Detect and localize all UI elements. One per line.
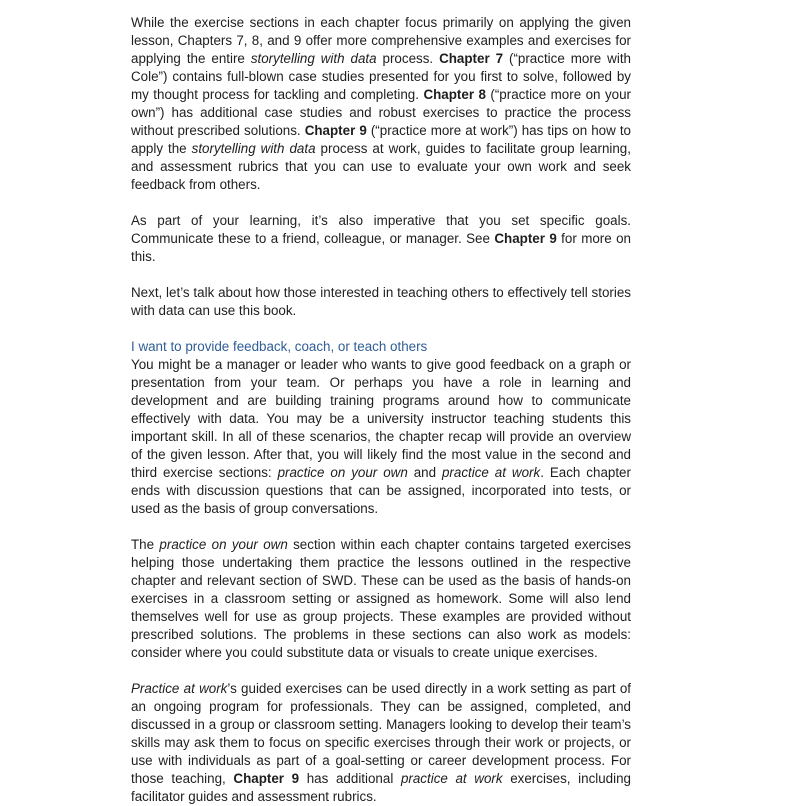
text-run: While the exercise sections in each chapter focus primarily on applying the given lesson, Chapters 7, 8, and 9 offer more comprehensive examples and exercises for applying the entire <box>131 15 631 66</box>
text-run: Next, let’s talk about how those interested in teaching others to effectively tell stories with data can use this book. <box>131 285 631 318</box>
italic-term: storytelling with data <box>250 51 377 66</box>
bold-reference: Chapter 8 <box>423 87 486 102</box>
paragraph-teaching-intro <box>131 284 631 320</box>
italic-term: practice on your own <box>277 465 408 480</box>
text-run: (“practice more on your own”) has additional case studies and robust exercises to practice the process without prescribed solutions. <box>131 87 632 138</box>
text-run: process. <box>376 51 440 66</box>
italic-term: storytelling with data <box>191 141 316 156</box>
paragraph-feedback-roles <box>131 356 631 518</box>
text-run: exercises, including facilitator guides and assessment rubrics. <box>131 771 631 804</box>
text-run: and <box>407 465 442 480</box>
italic-term: practice at work <box>441 465 541 480</box>
italic-term: practice on your own <box>159 537 288 552</box>
text-run: has additional <box>299 771 401 786</box>
bold-reference: Chapter 9 <box>494 231 557 246</box>
bold-reference: Chapter 9 <box>304 123 367 138</box>
italic-term: practice at work <box>400 771 503 786</box>
text-run: . Each chapter ends with discussion questions that can be assigned, incorporated into tests, or used as the basis of group conversations. <box>131 465 631 516</box>
text-run: You might be a manager or leader who wants to give good feedback on a graph or presentation from your team. Or perhaps you have a role in learning and development and are building training programs around how to communicate effectively with data. You may be a university instructor teaching students this important skill. In all of these scenarios, the chapter recap will provide an overview of the given lesson. After that, you will likely find the most value in the second and third exercise sections: <box>131 357 631 480</box>
paragraph-practice-on-your-own <box>131 536 631 662</box>
text-column <box>131 14 631 806</box>
text-run: ’s guided exercises can be used directly in a work setting as part of an ongoing program for professionals. They can be assigned, completed, and discussed in a group or classroom setting. Managers looking to develop their team’s skills may ask them to focus on specific exercises through their work or projects, or use with individuals as part of a goal-setting or career development process. For those teaching, <box>131 681 631 786</box>
section-heading: I want to provide feedback, coach, or teach others <box>131 339 428 354</box>
text-run: process at work, guides to facilitate group learning, and assessment rubrics that you can use to evaluate your own work and seek feedback from others. <box>131 141 631 192</box>
text-run: section within each chapter contains targeted exercises helping those undertaking them practice the lessons outlined in the respective chapter and relevant section of SWD. These can be used as the basis of hands-on exercises in a classroom setting or assigned as homework. Some will also lend themselves well for use as group projects. These examples are provided without prescribed solutions. The problems in these sections can also work as models: consider where you could substitute data or visuals to create unique exercises. <box>131 537 631 660</box>
italic-term: Practice at work <box>131 681 228 696</box>
text-run: for more on this. <box>131 231 631 264</box>
text-run: (“practice more at work”) has tips on how to apply the <box>131 123 632 156</box>
bold-reference: Chapter 9 <box>233 771 300 786</box>
paragraph-exercise-chapters <box>131 14 631 194</box>
paragraph-practice-at-work <box>131 680 631 806</box>
paragraph-set-goals <box>131 212 631 266</box>
text-run: The <box>131 537 160 552</box>
text-run: (“practice more with Cole”) contains full-blown case studies presented for you first to solve, followed by my thought process for tackling and completing. <box>131 51 631 102</box>
bold-reference: Chapter 7 <box>439 51 504 66</box>
text-run: As part of your learning, it’s also imperative that you set specific goals. Communicate these to a friend, colleague, or manager. See <box>131 213 631 246</box>
